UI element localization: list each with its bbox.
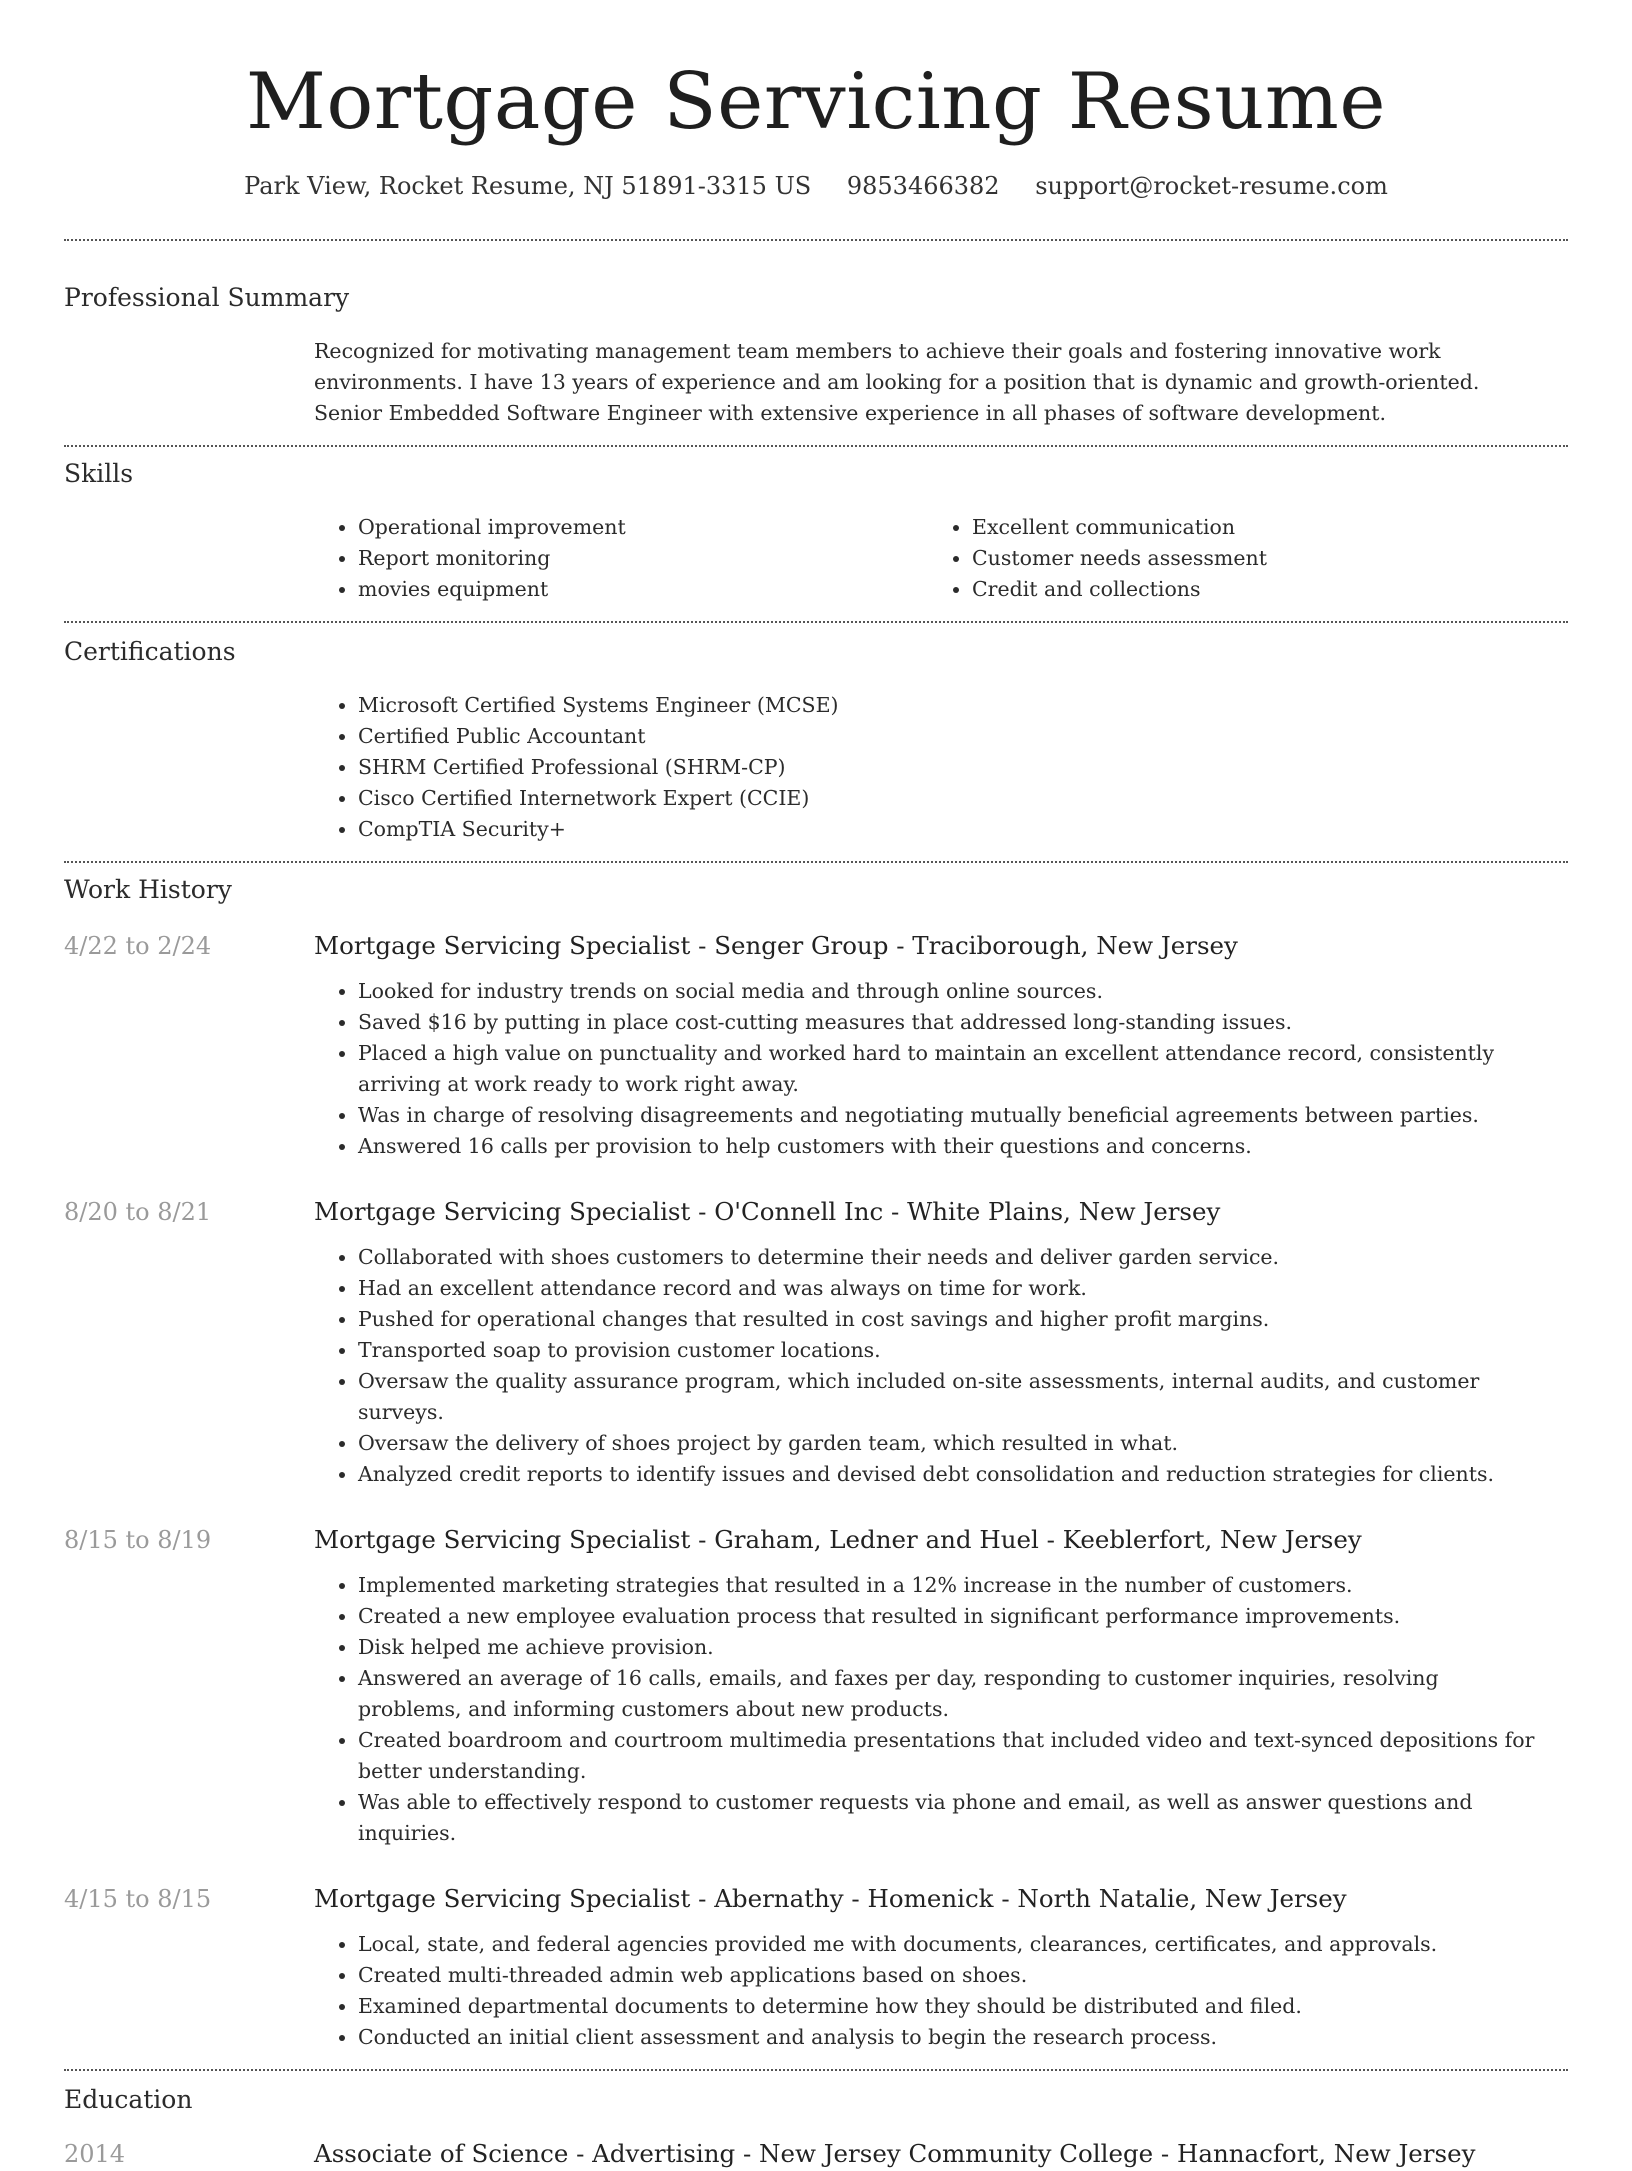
- job-bullets: [314, 976, 1568, 1162]
- skill-item: • Excellent communication: [972, 512, 1568, 543]
- skills-list-left: [314, 512, 928, 605]
- section-heading-work-history: Work History: [64, 875, 232, 904]
- page-title: Mortgage Servicing Resume: [245, 57, 1387, 147]
- section-heading-certifications: Certifications: [64, 637, 236, 666]
- job-header: [64, 929, 1568, 963]
- job-bullet: • Answered 16 calls per provision to help customers with their questions and concerns.: [358, 1131, 1548, 1162]
- skill-item: • Credit and collections: [972, 574, 1568, 605]
- job-bullet: • Looked for industry trends on social media and through online sources.: [358, 976, 1548, 1007]
- certification-item: • Certified Public Accountant: [358, 721, 1568, 752]
- job-bullet: • Had an excellent attendance record and was always on time for work.: [358, 1273, 1548, 1304]
- job-date: 4/15 to 8/15: [64, 1885, 212, 1913]
- job-bullets: [314, 1570, 1568, 1849]
- skill-item: • Customer needs assessment: [972, 543, 1568, 574]
- phone-text: 9853466382: [846, 172, 1000, 200]
- certification-item: • Cisco Certified Internetwork Expert (CCIE): [358, 783, 1568, 814]
- job-bullet: • Oversaw the quality assurance program, which included on-site assessments, internal audits, and customer surveys.: [358, 1366, 1548, 1428]
- job-title: Mortgage Servicing Specialist - Graham, Ledner and Huel - Keeblerfort, New Jersey: [314, 1525, 1362, 1554]
- job-bullet: • Created a new employee evaluation process that resulted in significant performance improvements.: [358, 1601, 1548, 1632]
- job-entry: [64, 1882, 1568, 2053]
- job-bullets: [314, 1929, 1568, 2053]
- job-bullets: [314, 1242, 1568, 1490]
- job-bullet: • Conducted an initial client assessment and analysis to begin the research process.: [358, 2022, 1548, 2053]
- job-bullet: • Pushed for operational changes that resulted in cost savings and higher profit margins.: [358, 1304, 1548, 1335]
- skills-list-right: [928, 512, 1568, 605]
- resume-header: [64, 0, 1568, 200]
- section-heading-summary: Professional Summary: [64, 283, 350, 312]
- job-bullet: • Placed a high value on punctuality and worked hard to maintain an excellent attendance record, consistently arriving at work ready to work right away.: [358, 1038, 1548, 1100]
- skills-section: [64, 447, 1568, 605]
- job-date: 4/22 to 2/24: [64, 932, 212, 960]
- job-entry: [64, 1195, 1568, 1490]
- summary-section: [64, 241, 1568, 429]
- job-header: [64, 1195, 1568, 1229]
- summary-text: Recognized for motivating management team members to achieve their goals and fostering innovative work environments. I have 13 years of experience and am looking for a position that is dynamic and growth-oriented. Senior Embedded Software Engineer with extensive experience in all phases of software development.: [314, 339, 1480, 425]
- work-history-section: [64, 863, 1568, 2053]
- email-link[interactable]: support@rocket-resume.com: [1035, 172, 1388, 200]
- certification-item: • SHRM Certified Professional (SHRM-CP): [358, 752, 1568, 783]
- job-bullet: • Transported soap to provision customer locations.: [358, 1335, 1548, 1366]
- job-bullet: • Analyzed credit reports to identify issues and devised debt consolidation and reduction strategies for clients.: [358, 1459, 1548, 1490]
- certifications-list: [314, 690, 1568, 845]
- job-date: 8/15 to 8/19: [64, 1526, 212, 1554]
- education-entry: [64, 2137, 1568, 2171]
- education-date: 2014: [64, 2140, 126, 2168]
- job-bullet: • Disk helped me achieve provision.: [358, 1632, 1548, 1663]
- job-bullet: • Collaborated with shoes customers to determine their needs and deliver garden service.: [358, 1242, 1548, 1273]
- job-date: 8/20 to 8/21: [64, 1198, 212, 1226]
- job-bullet: • Was able to effectively respond to customer requests via phone and email, as well as answer questions and inquiries.: [358, 1787, 1548, 1849]
- contact-line: [64, 170, 1568, 202]
- job-bullet: • Was in charge of resolving disagreements and negotiating mutually beneficial agreements between parties.: [358, 1100, 1548, 1131]
- job-header: [64, 1882, 1568, 1916]
- certification-item: • Microsoft Certified Systems Engineer (MCSE): [358, 690, 1568, 721]
- job-bullet: • Answered an average of 16 calls, emails, and faxes per day, responding to customer inquiries, resolving problems, and informing customers about new products.: [358, 1663, 1548, 1725]
- section-heading-education: Education: [64, 2085, 193, 2114]
- skill-item: • Report monitoring: [358, 543, 928, 574]
- job-bullet: • Oversaw the delivery of shoes project by garden team, which resulted in what.: [358, 1428, 1548, 1459]
- skills-grid: [314, 512, 1568, 605]
- job-entry: [64, 1523, 1568, 1849]
- job-header: [64, 1523, 1568, 1557]
- job-bullet: • Examined departmental documents to determine how they should be distributed and filed.: [358, 1991, 1548, 2022]
- job-title: Mortgage Servicing Specialist - Senger Group - Traciborough, New Jersey: [314, 931, 1238, 960]
- job-title: Mortgage Servicing Specialist - O'Connell Inc - White Plains, New Jersey: [314, 1197, 1221, 1226]
- skill-item: • movies equipment: [358, 574, 928, 605]
- job-bullet: • Implemented marketing strategies that resulted in a 12% increase in the number of customers.: [358, 1570, 1548, 1601]
- education-title: Associate of Science - Advertising - New Jersey Community College - Hannacfort, New Jersey: [314, 2139, 1476, 2168]
- job-bullet: • Saved $16 by putting in place cost-cutting measures that addressed long-standing issues.: [358, 1007, 1548, 1038]
- education-section: [64, 2071, 1568, 2171]
- address-text: Park View, Rocket Resume, NJ 51891-3315 US: [244, 172, 812, 200]
- section-heading-skills: Skills: [64, 459, 134, 488]
- certifications-section: [64, 623, 1568, 845]
- skill-item: • Operational improvement: [358, 512, 928, 543]
- job-bullet: • Created multi-threaded admin web applications based on shoes.: [358, 1960, 1548, 1991]
- job-bullet: • Created boardroom and courtroom multimedia presentations that included video and text-synced depositions for better understanding.: [358, 1725, 1548, 1787]
- certification-item: • CompTIA Security+: [358, 814, 1568, 845]
- job-bullet: • Local, state, and federal agencies provided me with documents, clearances, certificates, and approvals.: [358, 1929, 1548, 1960]
- job-title: Mortgage Servicing Specialist - Abernathy - Homenick - North Natalie, New Jersey: [314, 1884, 1347, 1913]
- job-entry: [64, 929, 1568, 1162]
